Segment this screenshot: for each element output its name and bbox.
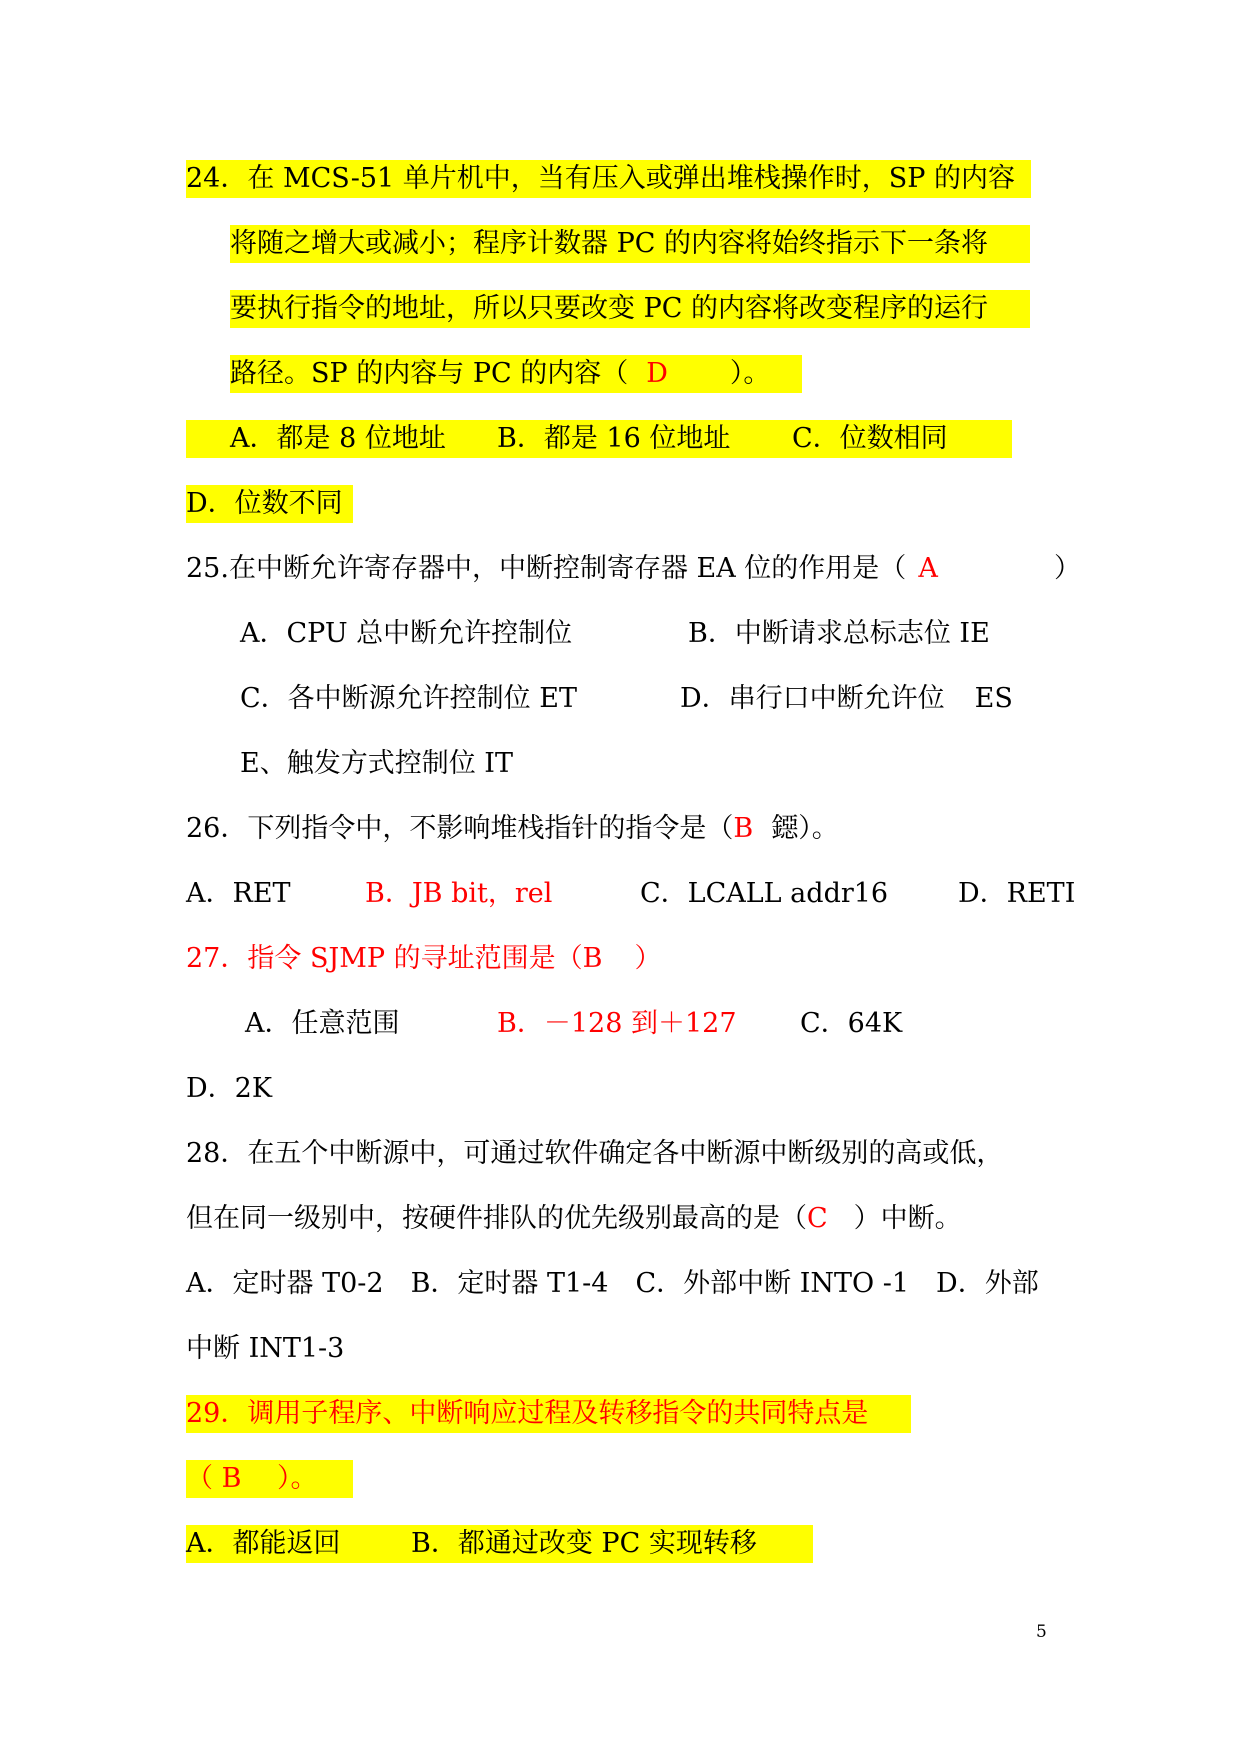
q25-option-d-text: D．串行口中断允许位 [680,683,945,714]
q26-option-d: D．RETI [958,878,1076,909]
q27-close: ） [634,943,662,974]
q27-stem [186,940,662,978]
q24-options-row [186,420,1012,458]
q25-option-b: B．中断请求总标志位 IE [688,618,990,649]
q26-close: 鐚）。 [771,813,839,844]
q26-stem-text: 26．下列指令中，不影响堆栈指针的指令是（ [186,813,734,844]
q24-option-a: A．都是 8 位地址 [230,423,446,454]
q26-answer: B [733,813,754,844]
page-number: 5 [1036,1622,1047,1642]
q24-stem-end: 路径。SP 的内容与 PC 的内容（ [230,358,629,389]
q27-option-d: D．2K [186,1073,272,1104]
q25-option-c: C．各中断源允许控制位 ET [240,683,577,714]
q24-close: ）。 [729,358,771,389]
q26-option-a: A．RET [186,878,291,909]
q24-line-3 [230,290,1030,328]
q28-options-line-1: A．定时器 T0-2 B．定时器 T1-4 C．外部中断 INTO -1 D．外部 [186,1268,1039,1299]
q27-option-b: B．－128 到＋127 [497,1008,737,1039]
q28-close: ）中断。 [853,1203,962,1234]
q28-answer: C [807,1203,828,1234]
q24-line-1 [186,160,1031,198]
q25-option-e: E、触发方式控制位 IT [240,748,513,779]
q25-stem [186,550,1086,588]
q26-option-c: C．LCALL addr16 [640,878,889,909]
q24-line-4 [230,355,802,393]
q29-stem [186,1395,911,1433]
q25-option-d [680,680,1013,718]
q25-option-d-tail: ES [974,683,1013,714]
q29-stem-text: 29．调用子程序、中断响应过程及转移指令的共同特点是 [186,1398,869,1429]
q27-option-c: C．64K [800,1008,903,1039]
q29-answer-line [186,1460,353,1498]
q29-option-b: B．都通过改变 PC 实现转移 [411,1528,757,1559]
q27-option-a: A．任意范围 [245,1008,400,1039]
q24-option-d-row [186,485,353,523]
q27-stem-text: 27．指令 SJMP 的寻址范围是（B [186,943,603,974]
q25-close: ） [1054,553,1081,584]
q24-answer: D [646,358,668,389]
q29-option-a: A．都能返回 [186,1528,341,1559]
q29-options-row [186,1525,813,1563]
q24-option-b: B．都是 16 位地址 [497,423,731,454]
q29-answer: （ B ）。 [186,1463,318,1494]
q28-options-line-2: 中断 INT1-3 [186,1333,345,1364]
q25-stem-text: 25.在中断允许寄存器中，中断控制寄存器 EA 位的作用是（ [186,553,907,584]
q26-option-b: B．JB bit，rel [365,878,553,909]
q24-line-2-text: 将随之增大或减小；程序计数器 PC 的内容将始终指示下一条将 [230,228,988,259]
q24-line-1-text: 24．在 MCS-51 单片机中，当有压入或弹出堆栈操作时，SP 的内容 [186,163,1016,194]
q28-line-2-text: 但在同一级别中，按硬件排队的优先级别最高的是（ [186,1203,807,1234]
q24-option-d: D．位数不同 [186,488,343,519]
q25-option-a: A．CPU 总中断允许控制位 [240,618,573,649]
q28-line-1: 28．在五个中断源中，可通过软件确定各中断源中断级别的高或低， [186,1138,1004,1169]
q24-line-2 [230,225,1030,263]
q26-stem [186,810,839,848]
q28-line-2 [186,1200,962,1238]
q25-answer: A [918,553,938,584]
q24-line-3-text: 要执行指令的地址，所以只要改变 PC 的内容将改变程序的运行 [230,293,988,324]
q24-option-c: C．位数相同 [792,423,948,454]
